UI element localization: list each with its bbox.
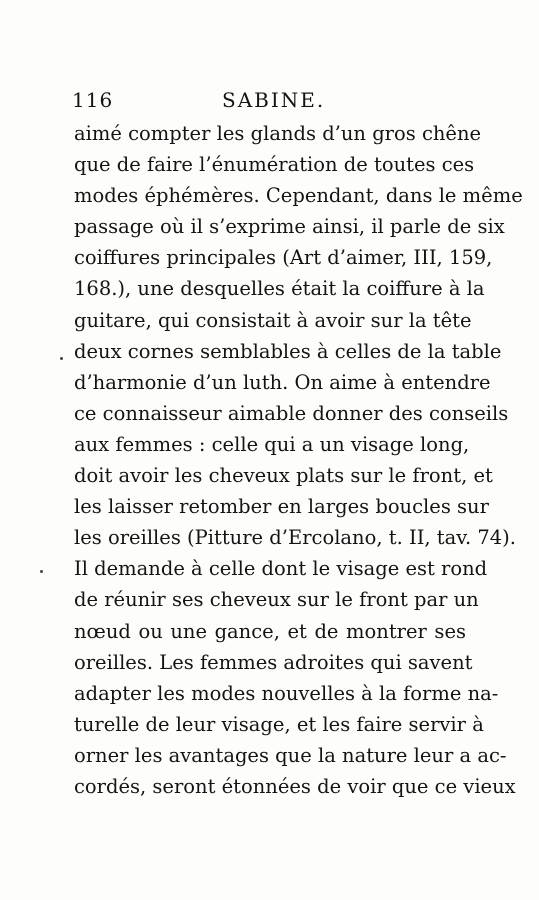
- text-line: deux cornes semblables à celles de la table: [74, 339, 502, 363]
- text-line: adapter les modes nouvelles à la forme na-: [74, 681, 499, 705]
- text-line: d’harmonie d’un luth. On aime à entendre: [74, 370, 491, 394]
- text-line: modes éphémères. Cependant, dans le même: [74, 184, 523, 208]
- page-header: [72, 88, 472, 114]
- text-line: nœud ou une gance, et de montrer ses: [74, 619, 466, 643]
- text-line: de réunir ses cheveux sur le front par un: [74, 588, 479, 612]
- text-line: Il demande à celle dont le visage est rond: [74, 557, 488, 581]
- text-line: les laisser retomber en larges boucles sur: [74, 495, 489, 519]
- text-line: orner les avantages que la nature leur a ac-: [74, 743, 507, 767]
- text-line: 168.), une desquelles était la coiffure à la: [74, 277, 485, 301]
- paper-speck: [40, 570, 43, 573]
- text-line: oreilles. Les femmes adroites qui savent: [74, 650, 473, 674]
- text-line: aux femmes : celle qui a un visage long,: [74, 432, 470, 456]
- text-line: passage où il s’exprime ainsi, il parle de six: [74, 215, 505, 239]
- text-line: turelle de leur visage, et les faire servir à: [74, 712, 484, 736]
- text-line: aimé compter les glands d’un gros chêne: [74, 122, 482, 145]
- text-line: ce connaisseur aimable donner des conseils: [74, 401, 509, 425]
- text-line: guitare, qui consistait à avoir sur la tête: [74, 308, 472, 332]
- paper-speck: [60, 357, 63, 360]
- text-line: coiffures principales (Art d’aimer, III, 159,: [74, 246, 493, 270]
- text-line: les oreilles (Pitture d’Ercolano, t. II, tav. 74).: [74, 526, 516, 550]
- text-line: que de faire l’énumération de toutes ces: [74, 153, 475, 177]
- text-line: doit avoir les cheveux plats sur le front, et: [74, 464, 493, 488]
- page-number: 116: [72, 88, 114, 112]
- body-text: [74, 118, 523, 802]
- text-line: cordés, seront étonnées de voir que ce vieux: [74, 774, 516, 798]
- running-title: SABINE.: [222, 88, 326, 112]
